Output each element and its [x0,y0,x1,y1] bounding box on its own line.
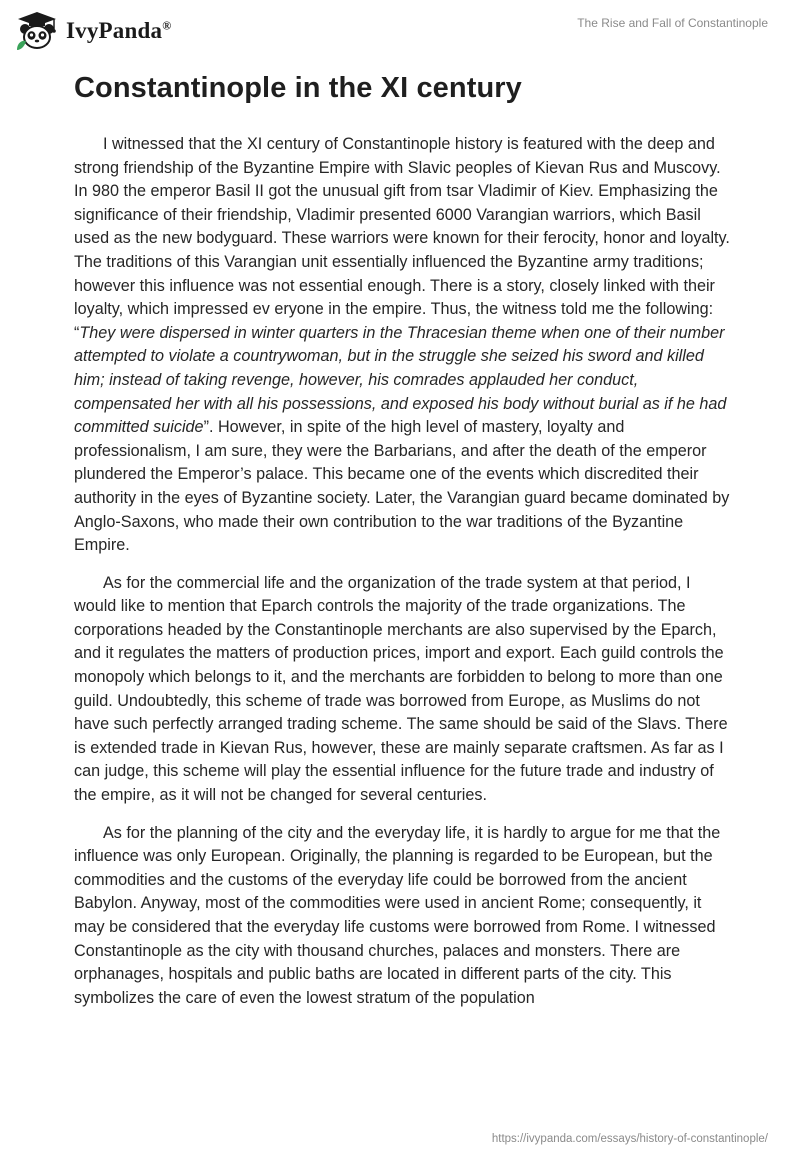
paragraph-3: As for the planning of the city and the everyday life, it is hardly to argue for me that the influence was only European. Originally, the planning is regarded to be European, but the commodities and the customs of the everyday life could be borrowed from the ancient Babylon. Anyway, most of the commodities were used in ancient Rome; consequently, it may be considered that the everyday life customs were borrowed from Rome. I witnessed Constantinople as the city with thousand churches, palaces and monsters. There are orphanages, hospitals and public baths are located in different parts of the city. This symbolizes the care of even the lowest stratum of the population [74,823,721,1007]
source-url[interactable]: https://ivypanda.com/essays/history-of-constantinople/ [491,1133,768,1145]
paragraph-2: As for the commercial life and the organization of the trade system at that period, I would like to mention that Eparch controls the majority of the trade organizations. The corporations headed by the Constantinople merchants are also supervised by the Eparch, and it regulates the matters of production prices, import and export. Each guild controls the monopoly which belongs to it, and the merchants are forbidden to belong to more than one guild. Undoubtedly, this scheme of trade was borrowed from Europe, as Muslims do not have such perfectly arranged trading scheme. The same should be said of the Slavs. There is extended trade in Kievan Rus, however, these are mainly separate craftsmen. As far as I can judge, this scheme will play the essential influence for the future trade and industry of the empire, as it will not be changed for several centuries. [74,573,728,805]
ivypanda-logo[interactable] [14,10,171,52]
article-body [74,133,730,1024]
document-title: The Rise and Fall of Constantinople [577,16,768,30]
logo-wordmark: IvyPanda® [66,18,172,43]
panda-mascot-icon [14,10,60,52]
paragraph-1-text: I witnessed that the XI century of Constantinople history is featured with the deep and strong friendship of the Byzantine Empire with Slavic peoples of Kievan Rus and Muscovy. In 980 the emperor Basil II got the unusual gift from tsar Vladimir of Kiev. Emphasizing the significance of their friendship, Vladimir presented 6000 Varangian warriors, which Basil used as the new bodyguard. These warriors were known for their ferocity, honor and loyalty. The traditions of this Varangian unit essentially influenced the Byzantine army traditions; however this influence was not essential enough. There is a story, closely linked with their loyalty, which impressed ev eryone in the empire. Thus, the witness told me the following: “ [74,135,730,342]
paragraph-1-quote: They were dispersed in winter quarters in the Thracesian theme when one of their number attempted to violate a countrywoman, but in the struggle she seized his sword and killed him; instead of taking revenge, however, his comrades applauded her conduct, compensated her with all his possessions, and exposed his body without burial as if he had committed suicide [74,323,727,437]
page-header [0,0,800,70]
paragraph-1 [74,133,730,558]
paragraph-1-continuation: ”. However, in spite of the high level of mastery, loyalty and professionalism, I am sure, they were the Barbarians, and after the death of the emperor plundered the Emperor’s palace. This became one of the events which discredited their authority in the eyes of Byzantine society. Later, the Varangian guard became dominated by Anglo-Saxons, who made their own contribution to the war traditions of the Byzantine Empire. [74,418,730,555]
section-heading: Constantinople in the XI century [74,72,522,104]
